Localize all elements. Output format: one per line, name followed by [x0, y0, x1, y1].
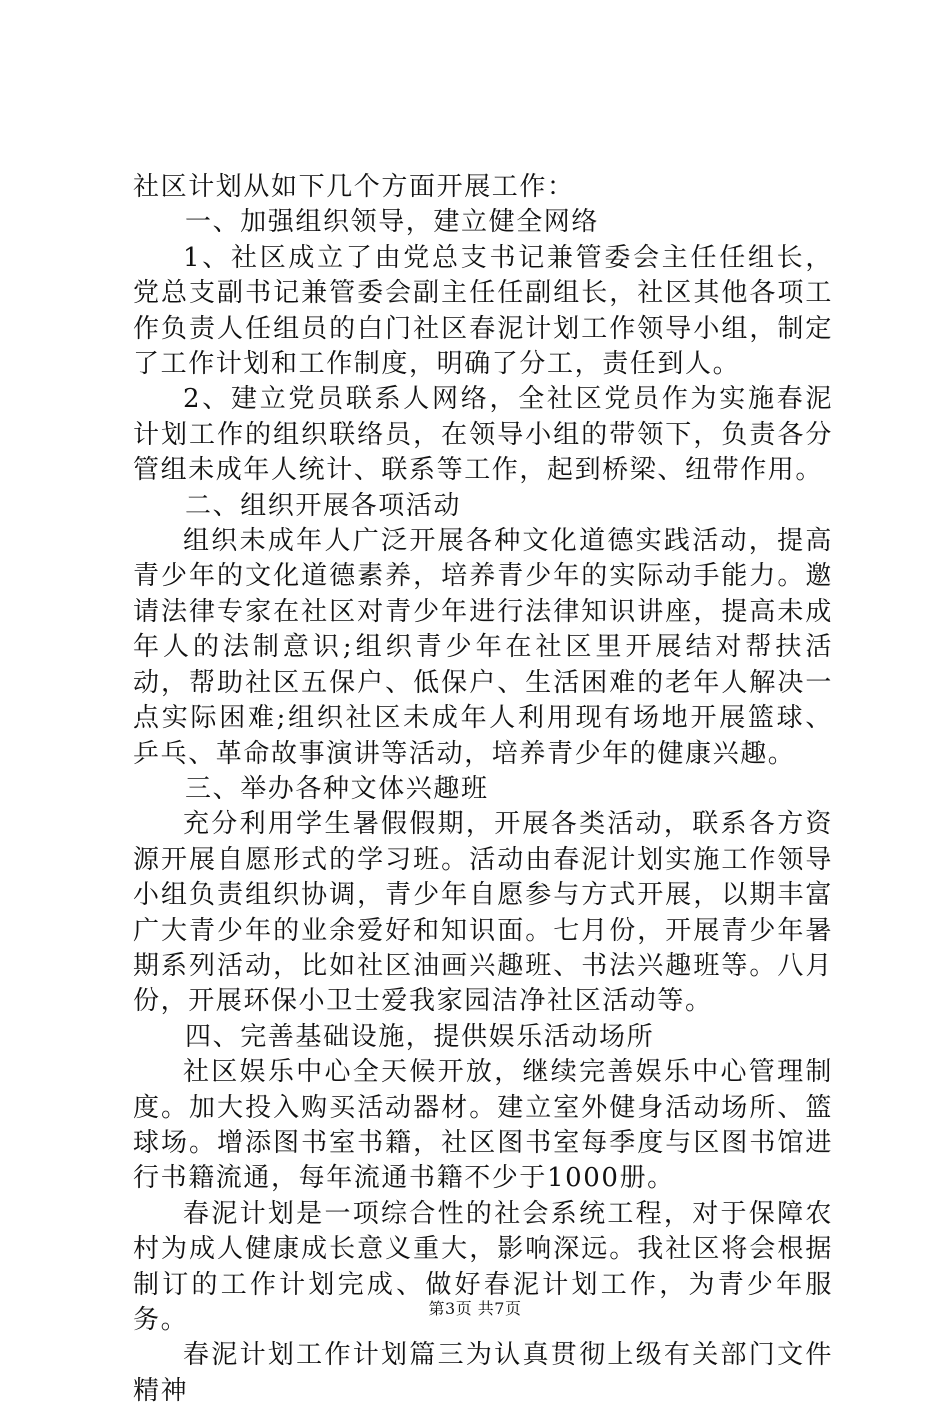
section-heading-4: 四、完善基础设施，提供娱乐活动场所 — [185, 1021, 655, 1052]
paragraph-4: 社区娱乐中心全天候开放，继续完善娱乐中心管理制度。加大投入购买活动器材。建立室外健身活动场所、篮球场。增添图书室书籍，社区图书室每季度与区图书馆进行书籍流通，每年流通书籍不少于1000册。 — [133, 1057, 833, 1194]
lead-line: 社区计划从如下几个方面开展工作： — [133, 172, 575, 202]
section-heading-1: 一、加强组织领导，建立健全网络 — [185, 207, 600, 238]
page-number-label: 第3页 共7页 — [428, 1299, 522, 1318]
paragraph-3: 充分利用学生暑假假期，开展各类活动，联系各方资源开展自愿形式的学习班。活动由春泥计划实施工作领导小组负责组织协调，青少年自愿参与方式开展，以期丰富广大青少年的业余爱好和知识面。七月份，开展青少年暑期系列活动，比如社区油画兴趣班、书法兴趣班等。八月份，开展环保小卫士爱我家园洁净社区活动等。 — [133, 809, 833, 1017]
paragraph-1-1: 1、社区成立了由党总支书记兼管委会主任任组长，党总支副书记兼管委会副主任任副组长，社区其他各项工作负责人任组员的白门社区春泥计划工作领导小组，制定了工作计划和工作制度，明确了分工，责任到人。 — [133, 242, 833, 380]
paragraph-6: 春泥计划工作计划篇三为认真贯彻上级有关部门文件精神 — [133, 1340, 833, 1406]
paragraph-2: 组织未成年人广泛开展各种文化道德实践活动，提高青少年的文化道德素养，培养青少年的实际动手能力。邀请法律专家在社区对青少年进行法律知识讲座，提高未成年人的法制意识;组织青少年在社区里开展结对帮扶活动，帮助社区五保户、低保户、生活困难的老年人解决一点实际困难;组织社区未成年人利用现有场地开展篮球、乒乓、革命故事演讲等活动，培养青少年的健康兴趣。 — [133, 526, 833, 769]
document-body — [133, 170, 833, 1409]
section-heading-3: 三、举办各种文体兴趣班 — [185, 773, 489, 804]
paragraph-1-2: 2、建立党员联系人网络，全社区党员作为实施春泥计划工作的组织联络员，在领导小组的带领下，负责各分管组未成年人统计、联系等工作，起到桥梁、纽带作用。 — [133, 384, 833, 486]
section-heading-2: 二、组织开展各项活动 — [185, 490, 462, 521]
page-footer — [0, 1296, 950, 1319]
paragraph-5: 春泥计划是一项综合性的社会系统工程，对于保障农村为成人健康成长意义重大，影响深远。我社区将会根据制订的工作计划完成、做好春泥计划工作，为青少年服务。 — [133, 1198, 833, 1335]
